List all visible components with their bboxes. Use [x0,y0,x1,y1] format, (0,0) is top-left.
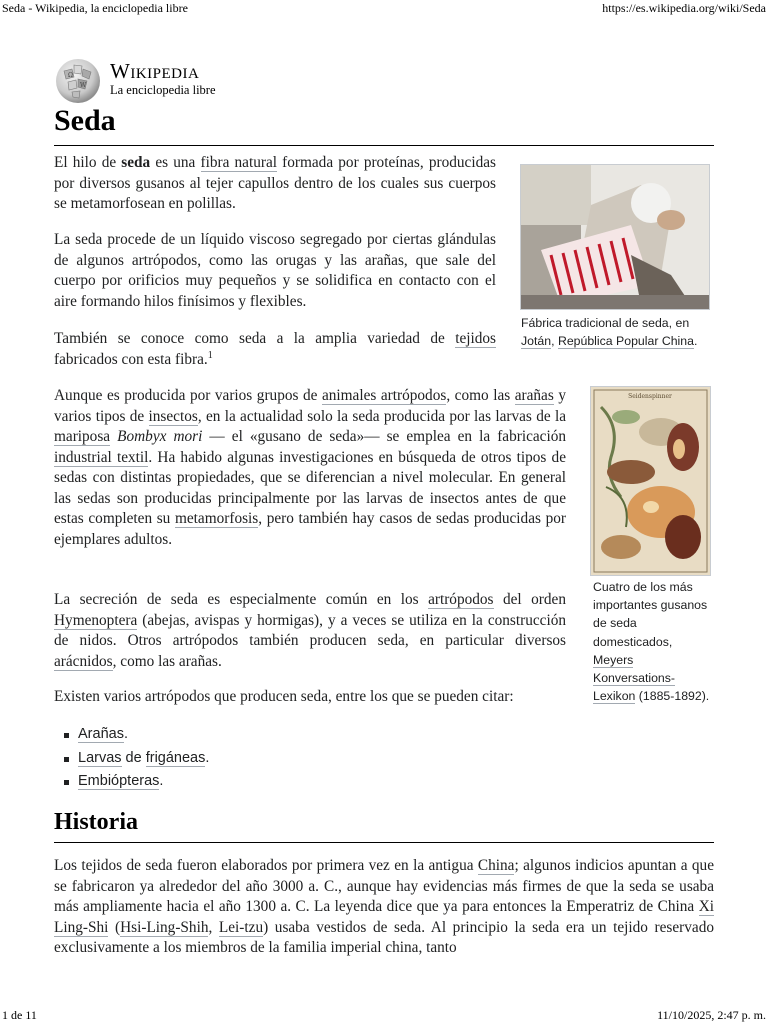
paragraph-tejidos: También se conoce como seda a la amplia variedad de tejidos fabricados con esta fibra.$^1$ [54,330,496,368]
figure-caption-silkworms: Cuatro de los más importantes gusanos de seda domesticados, Meyers Konversations-Lexikon (1885-1892). [593,580,710,704]
paragraph-origin: La seda procede de un líquido viscoso segregado por ciertas glándulas de algunos artrópodos, como las orugas y las arañas, que sale del cuerpo por orificios muy pequeños y se solidifica en contacto con el aire formando hilos finísimos y flexibles. [54,231,496,310]
paragraph-producers: Aunque es producida por varios grupos de animales artrópodos, como las arañas y varios tipos de insectos, en la actualidad solo la seda producida por las larvas de la mariposa Bombyx mori — el «gusano de seda»— se emplea en la fabricación industrial textil. Ha habido algunas investigaciones en búsqueda de otros tipos de sedas con distintas propiedades, que se diferencian a nivel molecular. En general las sedas son producidas principalmente por las larvas de insectos antes de que estas completen su metamorfosis, pero también hay casos de sedas producidas por ejemplares adultos. [54,387,566,548]
link-mariposa[interactable]: mariposa [54,428,111,445]
paragraph-intro: El hilo de seda es una fibra natural formada por proteínas, producidas por diversos gusanos al tejer capullos dentro de los cuales sus cuerpos se metamorfosean en polillas. [54,154,496,212]
print-header-title: Seda - Wikipedia, la enciclopedia libre [2,1,188,15]
section-heading-historia: Historia [54,809,138,835]
bold-term-seda: seda [121,154,151,171]
link-republica-popular-china[interactable]: República Popular China [557,334,694,348]
paragraph-historia: Los tejidos de seda fueron elaborados por primera vez en la antigua China; algunos indicios apuntan a que se fabricaron ya alrededor del año 3000 a. C., aunque hay evidencias más firmes de que la seda se usaba más ampliamente hacia el año 1300 a. C. La leyenda dice que ya para entonces la Emperatriz de China Xi Ling-Shi (Hsi-Ling-Shih, Lei-tzu) usaba vestidos de seda. Al principio la seda era un tejido reservado exclusivamente a los miembros de la familia imperial china, tanto [54,857,714,956]
svg-text:Ω: Ω [68,72,73,79]
link-aracnidos[interactable]: arácnidos [54,652,113,670]
page-counter: 1 de 11 [2,1008,37,1022]
silkworm-plate-image [591,387,710,575]
silk-producers-list [64,723,209,794]
reference-1[interactable]: 1 [207,349,213,361]
link-fibra-natural[interactable]: fibra natural [200,154,277,171]
paragraph-list-intro: Existen varios artrópodos que producen seda, entre los que se pueden citar: [54,688,514,705]
svg-text:W: W [80,82,87,89]
plate-title: Seidenspinner [628,393,672,400]
link-industrial-textil[interactable]: industrial textil [54,448,149,466]
section-divider [54,842,714,843]
link-jotan[interactable]: Jotán [521,334,552,348]
link-meyers-konversations-lexikon[interactable]: Meyers Konversations-Lexikon [593,652,676,704]
print-timestamp: 11/10/2025, 2:47 p. m. [657,1008,766,1022]
link-list-embiopteras[interactable]: Embiópteras [78,773,160,789]
link-tejidos[interactable]: tejidos [455,330,496,347]
figure-silkworm-plate[interactable] [590,386,711,576]
figure-silk-factory[interactable] [520,164,710,310]
link-list-larvas[interactable]: Larvas [78,749,122,766]
link-animales-artropodos[interactable]: animales artrópodos [321,387,447,404]
link-artropodos[interactable]: artrópodos [428,591,494,608]
title-divider [54,145,714,146]
link-hymenoptera[interactable]: Hymenoptera [54,611,138,629]
link-hsi-ling-shih[interactable]: Hsi-Ling-Shih [120,918,209,936]
list-item: Larvas de frigáneas. [64,747,209,771]
link-metamorfosis[interactable]: metamorfosis [174,510,259,527]
paragraph-hymenoptera: La secreción de seda es especialmente común en los artrópodos del orden Hymenoptera (abejas, avispas y hormigas), y a veces se utiliza en la construcción de nidos. Otros artrópodos también producen seda, en particular diversos arácnidos, como las arañas. [54,591,566,670]
wikipedia-globe-icon [54,57,102,105]
link-china[interactable]: China [477,857,515,874]
link-lei-tzu[interactable]: Lei-tzu [218,918,264,936]
page-title: Seda [54,104,116,137]
figure-caption-silk-factory: Fábrica tradicional de seda, en Jotán, República Popular China. [521,316,698,348]
wikipedia-wordmark: Wikipedia [110,59,200,83]
list-item: Embiópteras. [64,770,209,794]
print-footer [0,1008,768,1024]
link-xi-ling-shi[interactable]: Xi Ling-Shi [54,898,714,936]
silk-factory-photo [521,165,709,309]
print-header-url: https://es.wikipedia.org/wiki/Seda [602,1,766,15]
wikipedia-tagline: La enciclopedia libre [110,83,216,97]
link-aranas[interactable]: arañas [514,387,554,404]
list-item: Arañas. [64,723,209,747]
link-list-aranas[interactable]: Arañas [78,726,124,742]
link-insectos[interactable]: insectos [148,407,198,425]
print-header [0,0,768,18]
link-list-friganeas[interactable]: frigáneas [145,749,206,766]
wikipedia-logo[interactable] [54,57,254,105]
italic-bombyx-mori: Bombyx mori [117,428,203,445]
